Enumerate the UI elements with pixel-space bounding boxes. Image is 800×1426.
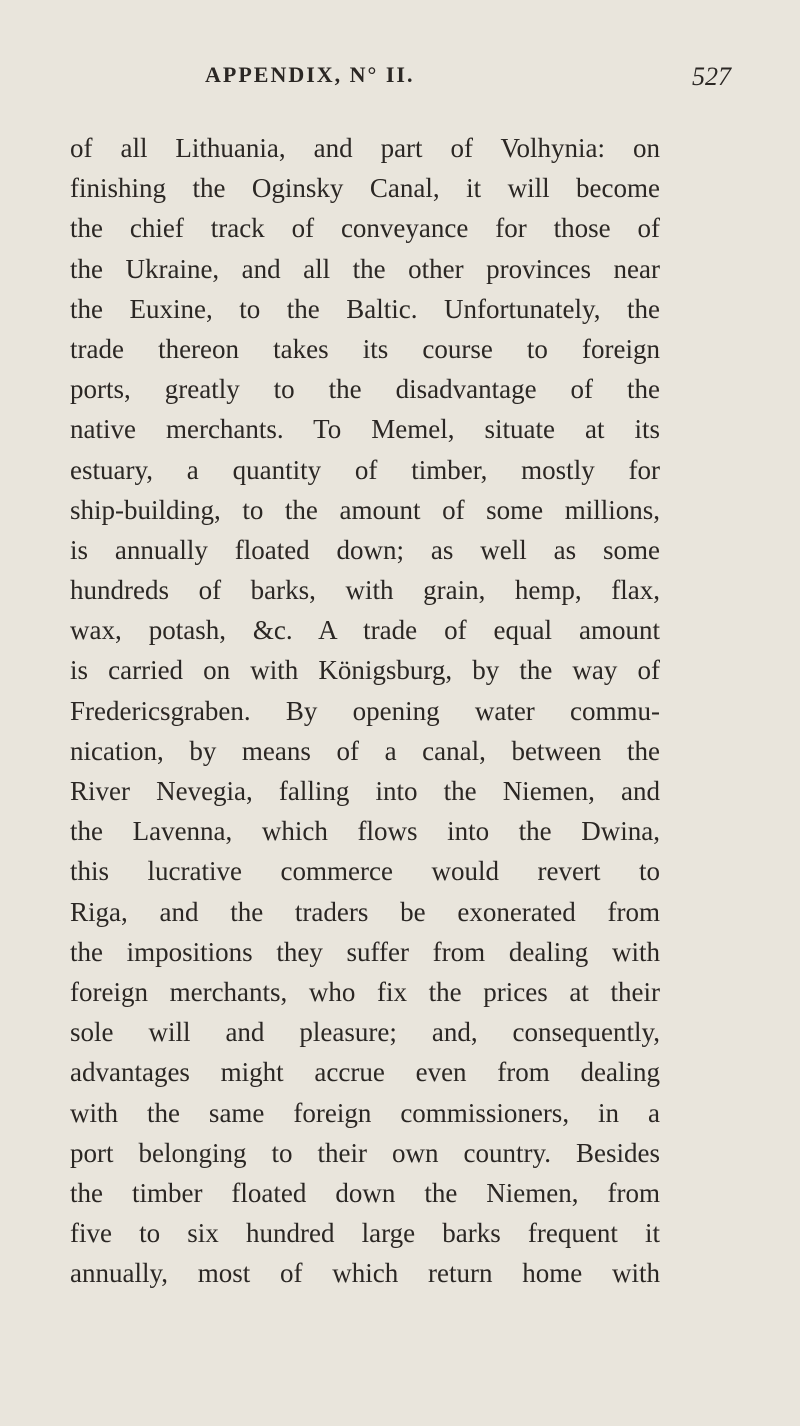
text-line: ship-building, to the amount of some millions,	[70, 494, 660, 525]
text-line: advantages might accrue even from dealing	[70, 1057, 660, 1088]
body-text	[70, 128, 660, 1293]
text-line: nication, by means of a canal, between the	[70, 735, 660, 766]
text-line: estuary, a quantity of timber, mostly for	[70, 454, 660, 485]
text-line: Fredericsgraben. By opening water commu-	[70, 695, 660, 726]
text-line: River Nevegia, falling into the Niemen, and	[70, 776, 660, 806]
text-line: native merchants. To Memel, situate at its	[70, 414, 660, 445]
text-line: of all Lithuania, and part of Volhynia: on	[70, 133, 660, 163]
text-line: the Euxine, to the Baltic. Unfortunately, the	[70, 293, 660, 324]
page-number: 527	[692, 62, 731, 91]
text-line: wax, potash, &c. A trade of equal amount	[70, 615, 660, 646]
text-line: the Lavenna, which flows into the Dwina,	[70, 816, 660, 847]
text-line: this lucrative commerce would revert to	[70, 856, 660, 887]
text-line: Riga, and the traders be exonerated from	[70, 896, 660, 927]
text-line: is carried on with Königsburg, by the way of	[70, 655, 660, 686]
text-line: the timber floated down the Niemen, from	[70, 1177, 660, 1208]
text-line: the impositions they suffer from dealing with	[70, 936, 660, 967]
text-line: finishing the Oginsky Canal, it will become	[70, 173, 660, 204]
text-line: annually, most of which return home with	[70, 1258, 660, 1289]
text-line: sole will and pleasure; and, consequently,	[70, 1017, 660, 1048]
text-line: foreign merchants, who fix the prices at their	[70, 976, 660, 1007]
text-line: trade thereon takes its course to foreign	[70, 333, 660, 364]
text-line: five to six hundred large barks frequent it	[70, 1218, 660, 1249]
text-line: the chief track of conveyance for those of	[70, 213, 660, 244]
text-line: with the same foreign commissioners, in a	[70, 1097, 660, 1128]
text-line: hundreds of barks, with grain, hemp, flax,	[70, 575, 660, 606]
text-line: is annually floated down; as well as some	[70, 534, 660, 565]
running-head: APPENDIX, N° II.	[205, 62, 415, 87]
page-header	[0, 62, 800, 102]
text-line: ports, greatly to the disadvantage of the	[70, 374, 660, 405]
text-line: port belonging to their own country. Besides	[70, 1137, 660, 1168]
text-line: the Ukraine, and all the other provinces near	[70, 253, 660, 284]
